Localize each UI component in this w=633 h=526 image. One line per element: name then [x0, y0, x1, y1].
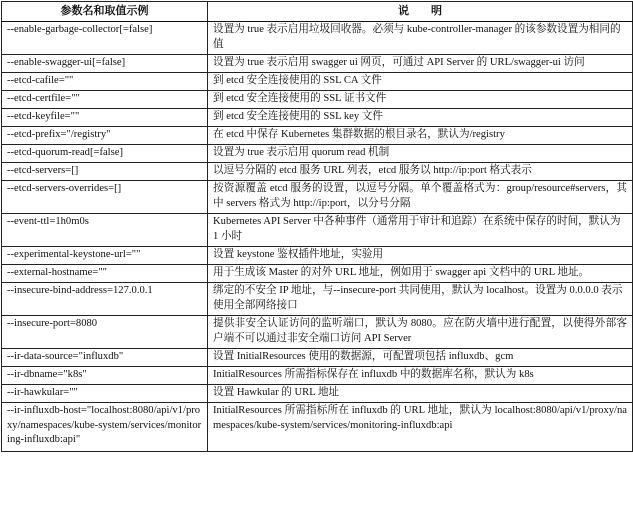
- param-cell: --etcd-keyfile="": [2, 109, 208, 127]
- description-cell: 设置 keystone 鉴权插件地址，实验用: [208, 247, 633, 265]
- param-cell: --external-hostname="": [2, 265, 208, 283]
- description-cell: 提供非安全认证访问的监听端口，默认为 8080。应在防火墙中进行配置，以使得外部客户端不可以通过非安全端口访问 API Server: [208, 316, 633, 349]
- header-param: 参数名和取值示例: [2, 2, 208, 22]
- description-cell: Kubernetes API Server 中各种事件（通常用于审计和追踪）在系统中保存的时间，默认为 1 小时: [208, 214, 633, 247]
- param-cell: --etcd-prefix="/registry": [2, 127, 208, 145]
- table-row: [2, 55, 633, 73]
- table-row: [2, 385, 633, 403]
- description-cell: 绑定的不安全 IP 地址，与--insecure-port 共同使用，默认为 localhost。设置为 0.0.0.0 表示使用全部网络接口: [208, 283, 633, 316]
- table-row: [2, 163, 633, 181]
- param-cell: --ir-data-source="influxdb": [2, 349, 208, 367]
- table-row: [2, 403, 633, 452]
- param-cell: --experimental-keystone-url="": [2, 247, 208, 265]
- table-row: [2, 316, 633, 349]
- param-cell: --enable-garbage-collector[=false]: [2, 22, 208, 55]
- param-cell: --etcd-cafile="": [2, 73, 208, 91]
- description-cell: 用于生成该 Master 的对外 URL 地址，例如用于 swagger api 文档中的 URL 地址。: [208, 265, 633, 283]
- description-cell: 到 etcd 安全连接使用的 SSL 证书文件: [208, 91, 633, 109]
- param-cell: --ir-influxdb-host="localhost:8080/api/v1/proxy/namespaces/kube-system/services/monitoring-influxdb:api": [2, 403, 208, 452]
- param-cell: --ir-hawkular="": [2, 385, 208, 403]
- param-cell: --etcd-quorum-read[=false]: [2, 145, 208, 163]
- param-cell: --enable-swagger-ui[=false]: [2, 55, 208, 73]
- table-row: [2, 181, 633, 214]
- table-row: [2, 265, 633, 283]
- description-cell: 到 etcd 安全连接使用的 SSL key 文件: [208, 109, 633, 127]
- table-row: [2, 367, 633, 385]
- param-cell: --etcd-servers=[]: [2, 163, 208, 181]
- table-row: [2, 22, 633, 55]
- description-cell: InitialResources 所需指标保存在 influxdb 中的数据库名称，默认为 k8s: [208, 367, 633, 385]
- table-row: [2, 73, 633, 91]
- description-cell: 到 etcd 安全连接使用的 SSL CA 文件: [208, 73, 633, 91]
- param-cell: --event-ttl=1h0m0s: [2, 214, 208, 247]
- table-header-row: [2, 2, 633, 22]
- table-row: [2, 127, 633, 145]
- description-cell: InitialResources 所需指标所在 influxdb 的 URL 地址，默认为 localhost:8080/api/v1/proxy/namespaces/kube-system/services/monitoring-influxdb:api: [208, 403, 633, 452]
- description-cell: 设置为 true 表示启用 quorum read 机制: [208, 145, 633, 163]
- description-cell: 设置 Hawkular 的 URL 地址: [208, 385, 633, 403]
- table-row: [2, 283, 633, 316]
- description-cell: 设置 InitialResources 使用的数据源，可配置项包括 influxdb、gcm: [208, 349, 633, 367]
- table-row: [2, 91, 633, 109]
- param-cell: --insecure-port=8080: [2, 316, 208, 349]
- description-cell: 在 etcd 中保存 Kubernetes 集群数据的根目录名，默认为/registry: [208, 127, 633, 145]
- description-cell: 设置为 true 表示启用垃圾回收器。必须与 kube-controller-manager 的该参数设置为相同的值: [208, 22, 633, 55]
- description-cell: 按资源覆盖 etcd 服务的设置，以逗号分隔。单个覆盖格式为：group/resource#servers，其中 servers 格式为 http://ip:port，以分号分隔: [208, 181, 633, 214]
- description-cell: 设置为 true 表示启用 swagger ui 网页，可通过 API Server 的 URL/swagger-ui 访问: [208, 55, 633, 73]
- table-row: [2, 109, 633, 127]
- param-cell: --insecure-bind-address=127.0.0.1: [2, 283, 208, 316]
- param-cell: --etcd-certfile="": [2, 91, 208, 109]
- description-cell: 以逗号分隔的 etcd 服务 URL 列表，etcd 服务以 http://ip:port 格式表示: [208, 163, 633, 181]
- parameter-table: [1, 1, 633, 452]
- header-description: 说 明: [208, 2, 633, 22]
- param-cell: --ir-dbname="k8s": [2, 367, 208, 385]
- table-row: [2, 349, 633, 367]
- param-cell: --etcd-servers-overrides=[]: [2, 181, 208, 214]
- table-row: [2, 247, 633, 265]
- table-row: [2, 145, 633, 163]
- table-row: [2, 214, 633, 247]
